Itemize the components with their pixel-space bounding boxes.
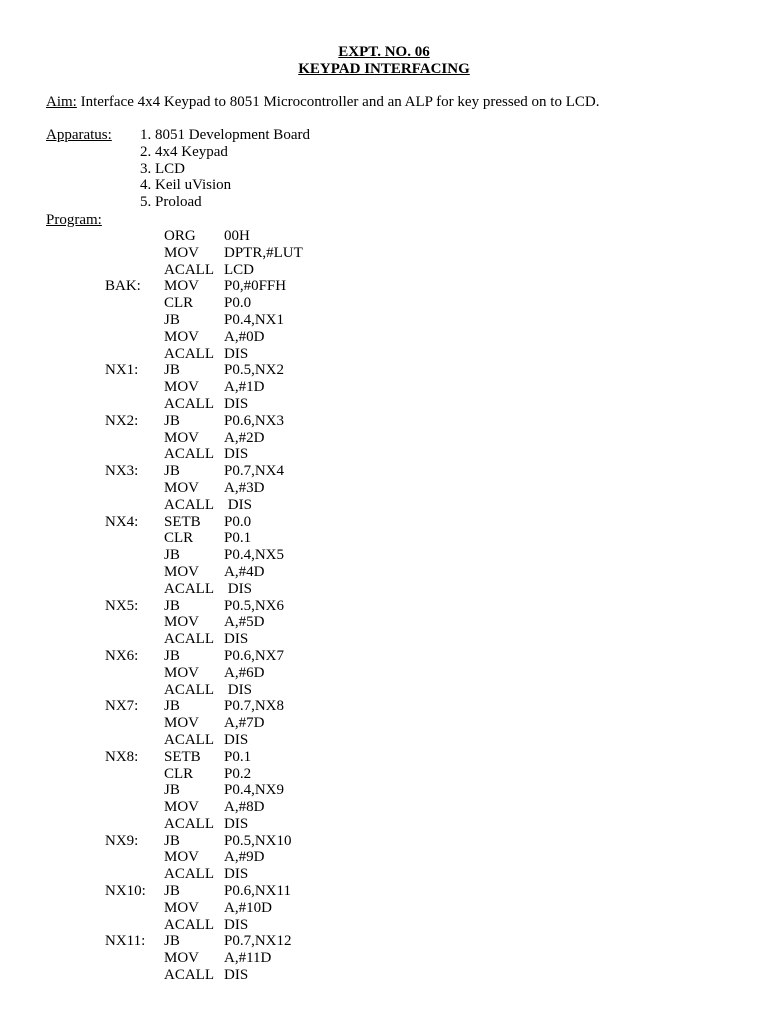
- code-line: [0, 900, 768, 917]
- aim-label: Aim:: [46, 94, 77, 110]
- code-operand: LCD: [224, 261, 254, 278]
- code-line: [0, 933, 768, 950]
- code-operand: P0.0: [224, 295, 252, 312]
- code-opcode: MOV: [164, 849, 200, 866]
- code-opcode: CLR: [164, 530, 194, 547]
- code-opcode: ACALL: [164, 731, 214, 748]
- code-operand: P0.1: [224, 530, 252, 547]
- code-label: NX8:: [105, 748, 139, 765]
- code-opcode: MOV: [164, 899, 200, 916]
- code-opcode: JB: [164, 547, 180, 564]
- code-operand: A,#7D: [224, 715, 265, 732]
- code-opcode: MOV: [164, 563, 200, 580]
- code-operand: 00H: [224, 228, 250, 244]
- code-operand: DIS: [224, 967, 249, 984]
- code-line: [0, 312, 768, 329]
- code-opcode: MOV: [164, 614, 200, 631]
- code-line: [0, 379, 768, 396]
- code-operand: A,#6D: [224, 664, 265, 681]
- code-line: [0, 682, 768, 699]
- program-listing: [0, 228, 768, 984]
- code-operand: A,#8D: [224, 799, 265, 816]
- code-line: [0, 278, 768, 295]
- code-operand: P0.5,NX6: [224, 597, 285, 614]
- code-opcode: JB: [164, 311, 180, 328]
- code-opcode: ACALL: [164, 395, 214, 412]
- code-label: NX6:: [105, 647, 139, 664]
- code-label: NX11:: [105, 933, 146, 950]
- code-opcode: JB: [164, 362, 180, 379]
- code-opcode: ACALL: [164, 916, 214, 933]
- document-title: KEYPAD INTERFACING: [298, 61, 470, 77]
- code-operand: P0.6,NX11: [224, 883, 291, 900]
- code-opcode: ACALL: [164, 580, 214, 597]
- code-operand: A,#2D: [224, 429, 265, 446]
- code-line: [0, 631, 768, 648]
- apparatus-item: 3. LCD: [140, 160, 185, 177]
- code-label: NX9:: [105, 832, 139, 849]
- apparatus-list: [140, 127, 310, 211]
- code-opcode: MOV: [164, 429, 200, 446]
- code-opcode: JB: [164, 597, 180, 614]
- apparatus-item: 5. Proload: [140, 194, 202, 211]
- apparatus-label: Apparatus:: [46, 127, 112, 143]
- code-opcode: MOV: [164, 479, 200, 496]
- code-line: [0, 715, 768, 732]
- code-opcode: JB: [164, 647, 180, 664]
- code-line: [0, 362, 768, 379]
- code-opcode: ACALL: [164, 681, 214, 698]
- code-operand: P0.5,NX10: [224, 832, 292, 849]
- code-line: [0, 614, 768, 631]
- code-operand: DIS: [224, 916, 249, 933]
- code-opcode: SETB: [164, 748, 201, 765]
- code-opcode: JB: [164, 883, 180, 900]
- code-opcode: ACALL: [164, 345, 214, 362]
- code-operand: DIS: [224, 446, 249, 463]
- code-opcode: ACALL: [164, 967, 214, 984]
- code-label: NX1:: [105, 362, 139, 379]
- code-line: [0, 329, 768, 346]
- code-label: NX7:: [105, 698, 139, 715]
- code-operand: DIS: [224, 815, 249, 832]
- aim-text: Interface 4x4 Keypad to 8051 Microcontroller and an ALP for key pressed on to LCD.: [76, 94, 600, 110]
- code-opcode: MOV: [164, 278, 200, 295]
- code-opcode: ACALL: [164, 631, 214, 648]
- code-operand: DIS: [224, 631, 249, 648]
- code-operand: P0.4,NX5: [224, 547, 285, 564]
- code-operand: P0.7,NX8: [224, 698, 285, 715]
- code-line: [0, 262, 768, 279]
- code-operand: P0.6,NX7: [224, 647, 285, 664]
- code-opcode: CLR: [164, 765, 194, 782]
- code-line: [0, 816, 768, 833]
- code-operand: DIS: [224, 731, 249, 748]
- code-operand: P0.6,NX3: [224, 412, 285, 429]
- code-line: [0, 430, 768, 447]
- code-line: [0, 766, 768, 783]
- code-label: NX10:: [105, 883, 146, 900]
- code-line: [0, 446, 768, 463]
- code-opcode: MOV: [164, 379, 200, 396]
- code-operand: P0.5,NX2: [224, 362, 285, 379]
- code-opcode: MOV: [164, 328, 200, 345]
- code-operand: P0.7,NX4: [224, 463, 285, 480]
- code-operand: A,#4D: [224, 563, 265, 580]
- code-line: [0, 547, 768, 564]
- code-operand: A,#10D: [224, 899, 272, 916]
- code-opcode: ACALL: [164, 496, 214, 513]
- code-line: [0, 698, 768, 715]
- code-opcode: JB: [164, 412, 180, 429]
- code-opcode: ACALL: [164, 446, 214, 463]
- code-operand: A,#0D: [224, 328, 265, 345]
- code-line: [0, 413, 768, 430]
- code-opcode: ACALL: [164, 815, 214, 832]
- code-opcode: ACALL: [164, 261, 214, 278]
- code-line: [0, 346, 768, 363]
- code-label: NX3:: [105, 463, 139, 480]
- code-opcode: JB: [164, 782, 180, 799]
- code-opcode: ACALL: [164, 866, 214, 883]
- code-operand: DIS: [224, 681, 252, 698]
- apparatus-item: 2. 4x4 Keypad: [140, 143, 228, 160]
- code-operand: P0.4,NX9: [224, 782, 285, 799]
- code-line: [0, 295, 768, 312]
- code-operand: A,#3D: [224, 479, 265, 496]
- code-operand: DIS: [224, 866, 249, 883]
- code-label: BAK:: [105, 278, 141, 295]
- code-line: [0, 833, 768, 850]
- code-operand: DIS: [224, 496, 252, 513]
- code-line: [0, 245, 768, 262]
- code-line: [0, 883, 768, 900]
- code-operand: A,#1D: [224, 379, 265, 396]
- code-label: NX5:: [105, 597, 139, 614]
- code-operand: A,#9D: [224, 849, 265, 866]
- code-opcode: JB: [164, 463, 180, 480]
- code-operand: DIS: [224, 580, 252, 597]
- code-operand: DPTR,#LUT: [224, 244, 303, 261]
- code-operand: P0.0: [224, 513, 252, 530]
- code-opcode: ORG: [164, 228, 196, 244]
- apparatus-item: 1. 8051 Development Board: [140, 127, 310, 143]
- code-operand: P0,#0FFH: [224, 278, 287, 295]
- code-line: [0, 530, 768, 547]
- code-line: [0, 782, 768, 799]
- code-line: [0, 732, 768, 749]
- code-opcode: MOV: [164, 715, 200, 732]
- code-opcode: MOV: [164, 664, 200, 681]
- code-line: [0, 866, 768, 883]
- code-opcode: SETB: [164, 513, 201, 530]
- code-opcode: MOV: [164, 244, 200, 261]
- aim-section: [46, 93, 599, 111]
- code-line: [0, 564, 768, 581]
- code-operand: A,#11D: [224, 950, 272, 967]
- code-operand: A,#5D: [224, 614, 265, 631]
- code-line: [0, 799, 768, 816]
- code-operand: DIS: [224, 345, 249, 362]
- code-line: [0, 497, 768, 514]
- code-line: [0, 917, 768, 934]
- code-operand: P0.1: [224, 748, 252, 765]
- code-opcode: MOV: [164, 799, 200, 816]
- code-line: [0, 480, 768, 497]
- code-opcode: MOV: [164, 950, 200, 967]
- code-line: [0, 581, 768, 598]
- code-line: [0, 967, 768, 984]
- code-label: NX4:: [105, 513, 139, 530]
- code-line: [0, 598, 768, 615]
- code-operand: P0.7,NX12: [224, 933, 292, 950]
- code-line: [0, 665, 768, 682]
- code-label: NX2:: [105, 412, 139, 429]
- code-line: [0, 648, 768, 665]
- code-line: [0, 749, 768, 766]
- code-opcode: JB: [164, 832, 180, 849]
- code-line: [0, 228, 768, 245]
- code-line: [0, 849, 768, 866]
- code-operand: DIS: [224, 395, 249, 412]
- code-opcode: JB: [164, 698, 180, 715]
- code-operand: P0.4,NX1: [224, 311, 285, 328]
- expt-number: EXPT. NO. 06: [338, 44, 430, 60]
- code-line: [0, 950, 768, 967]
- code-operand: P0.2: [224, 765, 252, 782]
- code-opcode: JB: [164, 933, 180, 950]
- apparatus-item: 4. Keil uVision: [140, 177, 232, 194]
- code-line: [0, 463, 768, 480]
- code-line: [0, 396, 768, 413]
- code-opcode: CLR: [164, 295, 194, 312]
- code-line: [0, 514, 768, 531]
- program-label: Program:: [46, 212, 102, 228]
